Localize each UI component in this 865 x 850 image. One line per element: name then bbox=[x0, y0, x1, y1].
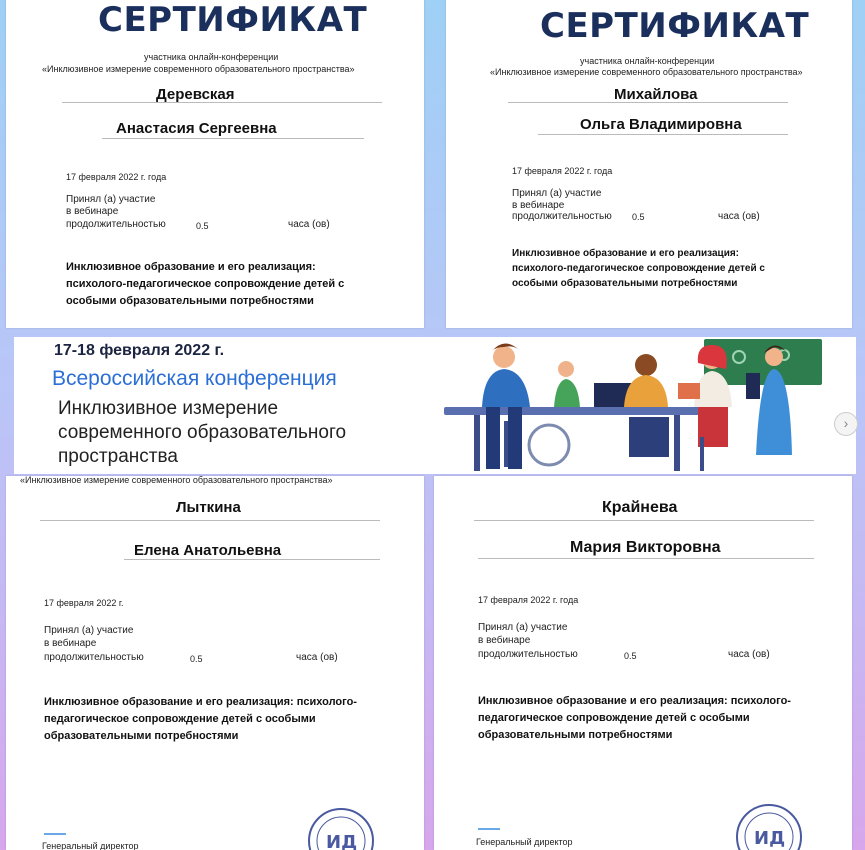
webinar-topic: Инклюзивное образование и его реализация: психолого-педагогическое сопровождение детей с особыми образовательными потребностями bbox=[512, 248, 765, 289]
certificate-title: СЕРТИФИКАТ bbox=[98, 0, 368, 40]
certificate-mikhaylova bbox=[446, 0, 852, 328]
participation-text: Принял (а) участие bbox=[478, 622, 568, 633]
certificate-date: 17 февраля 2022 г. года bbox=[512, 166, 613, 176]
certificate-subtitle: участника онлайн-конференции bbox=[580, 56, 715, 66]
webinar-topic: Инклюзивное образование и его реализация: психолого-педагогическое сопровождение детей с особыми образовательными потребностями bbox=[478, 695, 791, 741]
duration-value: 0.5 bbox=[624, 651, 637, 661]
certificate-title: СЕРТИФИКАТ bbox=[540, 6, 810, 46]
conference-name: «Инклюзивное измерение современного образовательного пространства» bbox=[490, 67, 803, 77]
webinar-topic: Инклюзивное образование и его реализация: психолого-педагогическое сопровождение детей с особыми образовательными потребностями bbox=[66, 261, 345, 307]
duration-value: 0.5 bbox=[190, 654, 203, 664]
webinar-text: в вебинаре bbox=[66, 206, 119, 217]
chevron-right-icon[interactable]: › bbox=[834, 412, 858, 436]
duration-value: 0.5 bbox=[632, 212, 645, 222]
conference-banner bbox=[14, 337, 856, 474]
duration-unit: часа (ов) bbox=[718, 211, 760, 222]
banner-title-line1: Инклюзивное измерение bbox=[58, 398, 279, 419]
participation-text: Принял (а) участие bbox=[44, 625, 134, 636]
duration-label: продолжительностью bbox=[44, 652, 144, 663]
banner-heading: Всероссийская конференция bbox=[52, 367, 337, 390]
duration-label: продолжительностью bbox=[478, 649, 578, 660]
certificate-deryevskaya bbox=[6, 0, 424, 328]
certificate-kraineva bbox=[434, 476, 852, 850]
certificate-date: 17 февраля 2022 г. года bbox=[478, 595, 579, 605]
meeting-illustration bbox=[434, 337, 834, 474]
duration-unit: часа (ов) bbox=[288, 219, 330, 230]
participant-name: Ольга Владимировна bbox=[580, 116, 742, 133]
banner-dates: 17-18 февраля 2022 г. bbox=[54, 342, 225, 359]
participant-name: Мария Викторовна bbox=[570, 539, 721, 556]
duration-unit: часа (ов) bbox=[728, 649, 770, 660]
stamp-seal-icon bbox=[734, 802, 804, 850]
webinar-text: в вебинаре bbox=[512, 200, 565, 211]
banner-title-line3: пространства bbox=[58, 446, 178, 467]
svg-text:ИД: ИД bbox=[326, 832, 358, 850]
participant-name: Анастасия Сергеевна bbox=[116, 120, 277, 137]
conference-name: «Инклюзивное измерение современного образовательного пространства» bbox=[20, 476, 333, 485]
stamp-seal-icon bbox=[306, 806, 376, 850]
participant-surname: Деревская bbox=[156, 86, 235, 103]
certificate-date: 17 февраля 2022 г. года bbox=[66, 172, 167, 182]
duration-unit: часа (ов) bbox=[296, 652, 338, 663]
participant-name: Елена Анатольевна bbox=[134, 542, 282, 559]
conference-name: «Инклюзивное измерение современного образовательного пространства» bbox=[42, 64, 355, 74]
banner-title-line2: современного образовательного bbox=[58, 422, 347, 443]
webinar-topic: Инклюзивное образование и его реализация: психолого-педагогическое сопровождение детей с особыми образовательными потребностями bbox=[44, 696, 357, 742]
participant-surname: Крайнева bbox=[602, 499, 678, 516]
participation-text: Принял (а) участие bbox=[512, 188, 602, 199]
director-label: Генеральный директор bbox=[476, 837, 573, 847]
participation-text: Принял (а) участие bbox=[66, 194, 156, 205]
person-man bbox=[493, 346, 515, 368]
participant-surname: Михайлова bbox=[614, 86, 698, 103]
table bbox=[444, 407, 716, 415]
director-label: Генеральный директор bbox=[42, 841, 139, 850]
certificate-date: 17 февраля 2022 г. bbox=[44, 598, 124, 608]
webinar-text: в вебинаре bbox=[44, 638, 97, 649]
webinar-text: в вебинаре bbox=[478, 635, 531, 646]
svg-text:ИД: ИД bbox=[754, 828, 786, 849]
duration-label: продолжительностью bbox=[66, 219, 166, 230]
duration-label: продолжительностью bbox=[512, 211, 612, 222]
participant-surname: Лыткина bbox=[176, 499, 241, 516]
duration-value: 0.5 bbox=[196, 221, 209, 231]
certificate-subtitle: участника онлайн-конференции bbox=[144, 52, 279, 62]
certificate-lytkina bbox=[6, 476, 424, 850]
